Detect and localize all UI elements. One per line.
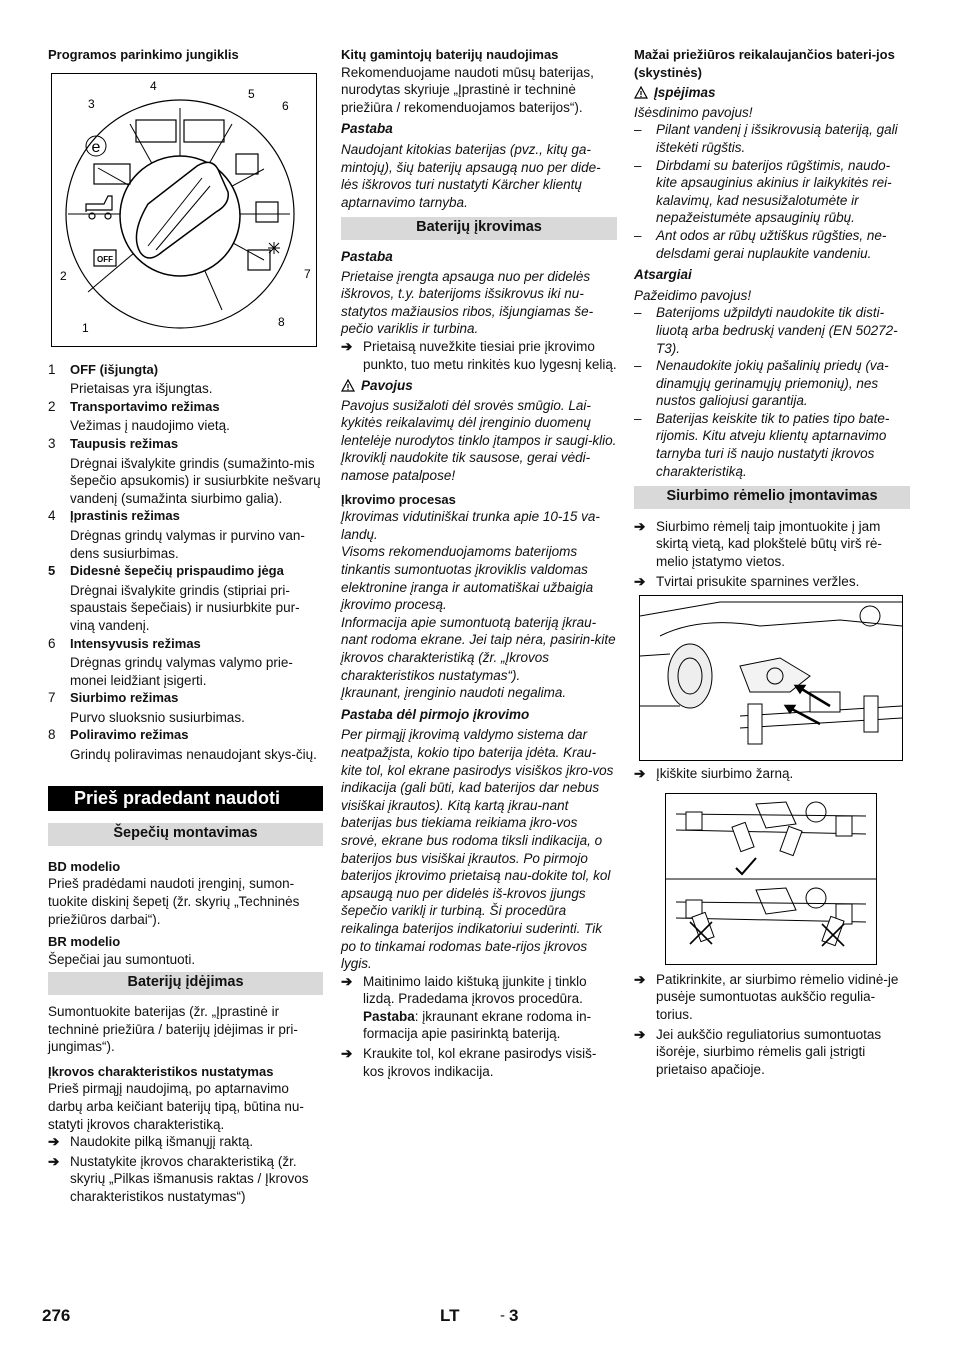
program-selector-figure — [51, 73, 317, 347]
arrow-icon: ➔ — [634, 766, 646, 782]
warning-item-text: Ant odos ar rūbų užtiškus rūgšties, ne-delsdami gerai nuplaukite vandeniu. — [656, 227, 887, 261]
mode-title: Poliravimo režimas — [70, 727, 189, 743]
mode-text: Drėgnas grindų valymas valymo prie-monei leidžiant įsigerti. — [70, 655, 293, 688]
section-number: 3 — [509, 1306, 519, 1325]
warning-triangle-icon — [634, 86, 648, 99]
mode-title: Transportavimo režimas — [70, 398, 220, 414]
mode-list — [48, 361, 323, 764]
battery-insert-text: Sumontuokite baterijas (žr. „Įprastinė ir techninė priežiūra / baterijų įdėjimas ir pri-jungimas“). — [48, 1004, 298, 1055]
mode-number: 1 — [48, 361, 56, 377]
mode-text: Vežimas į naudojimo vietą. — [70, 418, 230, 434]
danger-text: Įkroviklį naudokite tik sausose, gerai vėdi-namose patalpose! — [341, 450, 591, 484]
maint-free-title: Mažai priežiūros reikalaujančios bateri-jos (skystinės) — [634, 47, 895, 80]
first-charge-text: Per pirmąjį įkrovimą valdymo sistema dar neatpažįsta, kokio tipo baterija įdėta. Krau-kite tol, kol ekrane pasirodys visiškos įkro-vos indikacija (gali būti, kad baterijos dar nebus visiškai įkrautos). Kitą kartą įkrau-nant baterijas bus tiekiama reikiama įkro-vos srovė, ekrane bus rodoma tiksli indikacija, o baterijos bus visiškai įkrautos. Po pirmojo baterijos įkrovimo prietaisą nau-dokite tol, kol apsaugą nuo per didelės iš-krovos įjungs šepečio variklį ir turbiną. Ši procedūra reikalinga baterijos indikatoriui suderinti. Tik po to tinkamai rodomas bate-rijos įkrovos lygis. — [341, 727, 614, 972]
mode-number: 7 — [48, 690, 56, 706]
step-item — [634, 1026, 910, 1079]
process-title: Įkrovimo procesas — [341, 491, 456, 507]
note-text: Naudojant kitokias baterijas (pvz., kitų ga-mintojų), šių baterijų apsaugą nuo per dide-lės iškrovos turi nustatyti Kärcher klientų aptarnavimo tarnyba. — [341, 141, 601, 210]
charge-char-text: Prieš pirmąjį naudojimą, po aptarnavimo darbų arba keičiant baterijų tipą, būtina nu-statyti įkrovos charakteristiką. — [48, 1081, 304, 1132]
callout-3: 3 — [88, 96, 95, 111]
step-text: Maitinimo laido kištuką įjunkite į tinklo lizdą. Pradedama įkrovos procedūra. — [363, 973, 587, 1007]
callout-1: 1 — [82, 320, 89, 335]
page-number: 276 — [42, 1306, 71, 1325]
other-batt-title: Kitų gamintojų baterijų naudojimas — [341, 47, 559, 62]
other-batt-text: Rekomenduojame naudoti mūsų baterijas, nurodytas skyriuje „Įprastinė ir techninė priežiūra / rekomenduojamos baterijos“). — [341, 64, 594, 115]
off-icon-label: OFF — [97, 254, 113, 264]
mode-item-6 — [48, 635, 323, 690]
note-title: Pastaba — [341, 248, 393, 264]
mode-title: Taupusis režimas — [70, 435, 179, 451]
squeegee-mount-figure — [639, 595, 903, 761]
mode-text: Drėgnai išvalykite grindis (sumažinto-mis šepečio apsukomis) ir susiurbkite nešvarų vandenį (sumažinta siurbimo galia). — [70, 455, 321, 506]
caution-item: – Baterijoms užpildyti naudokite tik disti-liuotą arba bedruskį vandenį (EN 50272-T3). — [634, 304, 910, 357]
section-heading: Prieš pradedant naudoti — [48, 786, 323, 812]
callout-6: 6 — [282, 98, 289, 113]
step-item — [634, 573, 910, 591]
step-text: Prietaisą nuvežkite tiesiai prie įkrovimo punkto, tuo metu rinkitės kuo lygesnį kelią. — [363, 338, 617, 372]
height-regulator-figure — [665, 793, 877, 965]
mode-text: Drėgnas grindų valymas ir purvino van-dens susiurbimas. — [70, 527, 305, 561]
step-text: Naudokite pilką išmanųjį raktą. — [70, 1134, 254, 1150]
mode-number: 8 — [48, 727, 56, 743]
mode-item-2 — [48, 398, 323, 435]
note-title: Pastaba — [341, 121, 393, 137]
warning-item: – Ant odos ar rūbų užtiškus rūgšties, ne-delsdami gerai nuplaukite vandeniu. — [634, 227, 910, 262]
br-text: Šepečiai jau sumontuoti. — [48, 951, 196, 967]
warning-title: Įspėjimas — [654, 85, 716, 101]
warning-item: – Dirbdami su baterijos rūgštimis, naudo-kite apsauginius akinius ir laikykitės rei-kalavimų, kad nesusižalotumėte ir nepažeistumėte apsauginių rūbų. — [634, 157, 910, 227]
warning-item: – Pilant vandenį į išsikrovusią bateriją, gali ištekėti rūgštis. — [634, 121, 910, 156]
danger-heading — [341, 377, 617, 395]
check-icon — [736, 858, 756, 874]
caution-item-text: Baterijoms užpildyti naudokite tik disti-liuotą arba bedruskį vandenį (EN 50272-T3). — [656, 305, 898, 356]
arrow-icon: ➔ — [634, 573, 646, 589]
footer-separator: - — [500, 1307, 505, 1324]
step-text: Tvirtai prisukite sparnines veržles. — [656, 573, 860, 589]
mode-title: Įprastinis režimas — [70, 508, 180, 524]
process-text: Įkrovimas vidutiniškai trunka apie 10-15 va-landų. — [341, 509, 600, 542]
warning-heading — [634, 84, 910, 102]
step-note-text: : įkraunant ekrane rodoma in-formacija apie pasirinktą bateriją. — [363, 1008, 592, 1042]
step-text: Nustatykite įkrovos charakteristiką (žr. skyrių „Pilkas išmanusis raktas / Įkrovos charakteristikos nustatymas“) — [70, 1153, 309, 1204]
mode-text: Prietaisas yra išjungtas. — [70, 381, 213, 397]
mode-title: OFF (išjungta) — [70, 361, 159, 377]
step-item — [634, 518, 910, 571]
mode-title: Intensyvusis režimas — [70, 635, 201, 651]
mode-title: Siurbimo režimas — [70, 690, 179, 706]
squeegee-heading: Siurbimo rėmelio įmontavimas — [634, 486, 910, 509]
step-text: Siurbimo rėmelį taip įmontuokite į jam skirtą vietą, kad plokštelė būtų virš rė-melio įstatymo vietos. — [656, 518, 882, 570]
caution-item-text: Nenaudokite jokių pašalinių priedų (va-dinamųjų gerinamųjų priemonių), nes nustos galiojusi garantija. — [656, 358, 889, 409]
squeegee-mount-illustration — [640, 596, 902, 760]
mode-item-3 — [48, 435, 323, 507]
mode-number: 3 — [48, 435, 56, 451]
warning-item-text: Dirbdami su baterijos rūgštimis, naudo-kite apsauginius akinius ir laikykitės rei-kalavimų, kad nesusižalotumėte ir nepažeistumėte apsauginių rūbų. — [656, 157, 892, 226]
step-text: Įkiškite siurbimo žarną. — [656, 766, 794, 782]
mode-text: Grindų poliravimas nenaudojant skys-čių. — [70, 747, 317, 763]
mode-item-4 — [48, 507, 323, 562]
step-item — [341, 973, 617, 1008]
selector-title: Programos parinkimo jungiklis — [48, 47, 239, 62]
step-text: Jei aukščio reguliatorius sumontuotas išorėje, siurbimo rėmelis gali įstrigti prietaiso apačioje. — [656, 1026, 882, 1077]
arrow-icon: ➔ — [634, 971, 646, 987]
column-1 — [48, 46, 323, 1206]
battery-insert-heading: Baterijų įdėjimas — [48, 972, 323, 995]
arrow-icon: ➔ — [341, 338, 353, 354]
warning-lead: Išėsdinimo pavojus! — [634, 104, 753, 120]
caution-item: – Nenaudokite jokių pašalinių priedų (va-dinamųjų gerinamųjų priemonių), nes nustos galiojusi garantija. — [634, 357, 910, 410]
callout-7: 7 — [304, 266, 311, 281]
mode-number: 6 — [48, 635, 56, 651]
column-2 — [341, 46, 617, 1080]
step-item — [341, 338, 617, 373]
program-selector-dial — [52, 74, 316, 346]
mode-number: 4 — [48, 508, 56, 524]
note-text: Prietaise įrengta apsauga nuo per didelės iškrovos, t.y. baterijoms išsikrovus iki nu-statytos mažiausios ribos, išjungiamas še-pečio variklis ir turbina. — [341, 268, 594, 337]
step-note — [341, 1008, 617, 1043]
danger-text: Pavojus susižaloti dėl srovės smūgio. Lai-kykitės reikalavimų dėl įrenginio duomenų lentelėje nurodytos tinklo įtampos ir saugi-klio. — [341, 397, 617, 448]
callout-8: 8 — [278, 314, 285, 329]
step-item — [634, 765, 910, 783]
caution-item-text: Baterijas keiskite tik to paties tipo bate-rijomis. Kitu atveju klientų aptarnavimo tarnyba turi iš naujo nustatyti įkrovos charakteristiką. — [656, 410, 890, 479]
step-item — [634, 971, 910, 1024]
callout-5: 5 — [248, 86, 255, 101]
first-charge-title: Pastaba dėl pirmojo įkrovimo — [341, 706, 530, 722]
step-text: Patikrinkite, ar siurbimo rėmelio vidinė-je pusėje sumontuotas aukščio regulia-torius. — [656, 971, 899, 1022]
mode-text: Purvo sluoksnio susiurbimas. — [70, 709, 245, 725]
process-text: Informacija apie sumontuotą bateriją įkrau-nant rodoma ekrane. Jei taip nėra, pasirin-kite įkrovos charakteristiką (žr. „Įkrovos charakteristikos nustatymas“). — [341, 614, 616, 683]
brushes-heading: Šepečių montavimas — [48, 823, 323, 846]
br-title: BR modelio — [48, 934, 121, 950]
arrow-icon: ➔ — [48, 1134, 60, 1150]
caution-lead: Pažeidimo pavojus! — [634, 287, 752, 303]
height-regulator-illustration — [666, 794, 876, 964]
column-3 — [634, 46, 910, 1078]
step-item — [48, 1153, 323, 1206]
language-code: LT — [440, 1306, 460, 1325]
process-text: Įkraunant, įrenginio naudoti negalima. — [341, 685, 567, 701]
mode-number: 5 — [48, 563, 56, 579]
mode-text: Drėgnai išvalykite grindis (stipriai pri-spaustais šepečiais) ir nusiurbkite pur-viną vandenį. — [70, 582, 300, 633]
warning-triangle-icon — [341, 379, 355, 392]
step-item — [48, 1133, 323, 1151]
bd-title: BD modelio — [48, 858, 121, 874]
mode-item-8 — [48, 726, 323, 763]
caution-title: Atsargiai — [634, 267, 692, 283]
process-text: Visoms rekomenduojamoms baterijoms tinkantis sumontuotas įkroviklis valdomas elektronine įranga ir automatiškai užbaigia įkrovimo procesą. — [341, 544, 594, 613]
step-note-label: Pastaba — [363, 1008, 415, 1024]
arrow-icon: ➔ — [634, 518, 646, 534]
danger-title: Pavojus — [361, 378, 413, 394]
arrow-icon: ➔ — [48, 1153, 60, 1169]
caution-item: – Baterijas keiskite tik to paties tipo bate-rijomis. Kitu atveju klientų aptarnavimo tarnyba turi iš naujo nustatyti įkrovos charakteristiką. — [634, 410, 910, 480]
mode-item-5 — [48, 562, 323, 634]
arrow-icon: ➔ — [634, 1026, 646, 1042]
eco-icon: e — [91, 138, 101, 156]
arrow-icon: ➔ — [341, 1046, 353, 1062]
charging-heading: Baterijų įkrovimas — [341, 217, 617, 240]
mode-item-1 — [48, 361, 323, 398]
mode-title: Didesnė šepečių prispaudimo jėga — [70, 563, 284, 579]
bd-text: Prieš pradėdami naudoti įrenginį, sumon-tuokite diskinį šepetį (žr. skyrių „Techninės priežiūros darbai“). — [48, 876, 300, 927]
step-text: Kraukite tol, kol ekrane pasirodys visiš-kos įkrovos indikacija. — [363, 1046, 597, 1079]
callout-4: 4 — [150, 78, 157, 93]
mode-item-7 — [48, 689, 323, 726]
arrow-icon: ➔ — [341, 973, 353, 989]
callout-2: 2 — [60, 268, 67, 283]
step-item — [341, 1045, 617, 1080]
warning-item-text: Pilant vandenį į išsikrovusią bateriją, gali ištekėti rūgštis. — [656, 122, 898, 155]
charge-char-title: Įkrovos charakteristikos nustatymas — [48, 1063, 274, 1079]
mode-number: 2 — [48, 398, 56, 414]
